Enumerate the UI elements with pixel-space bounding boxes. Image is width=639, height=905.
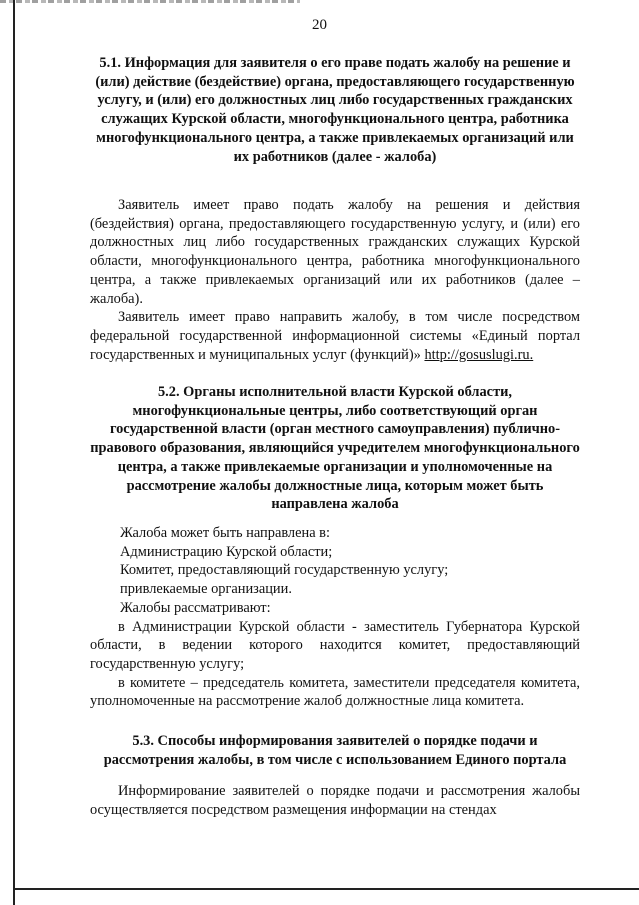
section-5-3-title: 5.3. Способы информирования заявителей о порядке подачи и рассмотрения жалобы, в том числе с использованием Единого портала [103, 733, 567, 768]
section-5-2-paragraph-1: в Администрации Курской области - заместитель Губернатора Курской области, в ведении которого находится комитет, предоставляющий государственную услугу; [90, 618, 580, 672]
section-5-2-line-5: Жалобы рассматривают: [120, 599, 271, 616]
gosuslugi-link[interactable]: http://gosuslugi.ru. [424, 346, 534, 363]
section-5-2-title: 5.2. Органы исполнительной власти Курской области, многофункциональные центры, либо соответствующий орган государственной власти (орган местного самоуправления) публично-правового образования, являющийся учредителем многофункционального центра, а также привлекаемые организации и уполномоченные на рассмотрение жалобы должностные лица, которым может быть направлена жалоба [90, 384, 580, 513]
scan-border-bottom [13, 888, 639, 890]
section-5-3-paragraph-1: Информирование заявителей о порядке подачи и рассмотрения жалобы осуществляется посредством размещения информации на стендах [90, 783, 580, 818]
scan-border-left [13, 0, 15, 905]
section-5-1-body [90, 196, 580, 364]
section-5-2-line-1: Жалоба может быть направлена в: [120, 525, 330, 541]
section-5-1-paragraph-2 [90, 308, 580, 364]
page-number: 20 [312, 17, 327, 33]
section-5-2-paragraph-2: в комитете – председатель комитета, заместители председателя комитета, уполномоченные на рассмотрение жалоб должностные лица комитета. [90, 674, 580, 710]
section-5-2-line-4: привлекаемые организации. [120, 581, 292, 598]
section-5-1-title: 5.1. Информация для заявителя о его праве подать жалобу на решение и (или) действие (бездействие) органа, предоставляющего государственную услугу, и (или) его должностных лиц либо государственных гражданских служащих Курской области, многофункционального центра, работника многофункционального центра, а также привлекаемых организаций или их работников (далее - жалоба) [95, 55, 575, 165]
section-5-2-line-2: Администрацию Курской области; [120, 543, 333, 560]
section-5-2-body [90, 524, 580, 711]
section-5-1-paragraph-2-text: Заявитель имеет право направить жалобу, в том числе посредством федеральной государственной информационной системы «Единый портал государственных и муниципальных услуг (функций)» [90, 309, 580, 363]
section-5-2-line-3: Комитет, предоставляющий государственную услугу; [120, 562, 449, 579]
section-5-1-paragraph-1: Заявитель имеет право подать жалобу на решения и действия (бездействия) органа, предоставляющего государственную услугу, и (или) его должностных лиц либо государственных гражданских служащих Курской области, многофункционального центра, работника многофункционального центра, а также привлекаемых организаций или их работников (далее – жалоба). [90, 197, 580, 307]
scan-artifact-top [0, 0, 300, 3]
section-5-3-body [90, 782, 580, 819]
